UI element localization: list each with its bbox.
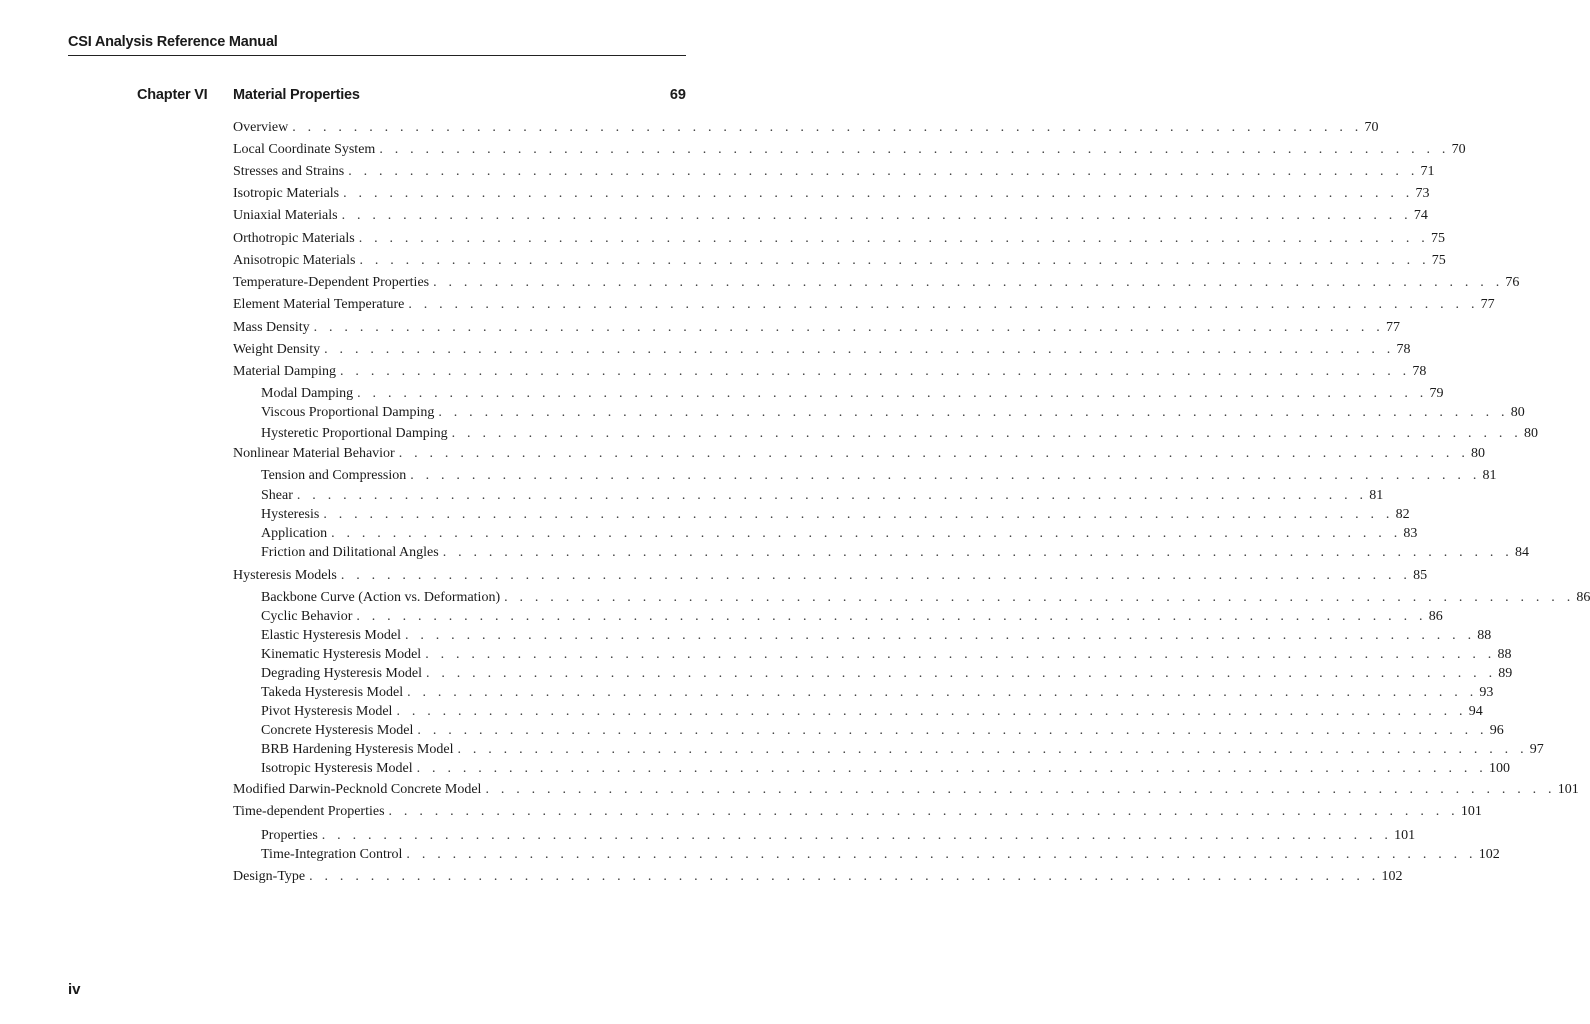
toc-entry-page: 102 [1381, 869, 1403, 884]
toc-entry-title: Cyclic Behavior [261, 609, 353, 624]
toc-entry-page: 101 [1460, 804, 1482, 819]
dot-leader: . . . . . . . . . . . . . . . . . . . . . . . . . . . . . . . . . . . . . . . . . . . . . . . . . . . . . . . . . . . . . . . . . . . . . . [396, 704, 1467, 719]
dot-leader: . . . . . . . . . . . . . . . . . . . . . . . . . . . . . . . . . . . . . . . . . . . . . . . . . . . . . . . . . . . . . . . . . . . . . . [504, 590, 1575, 605]
toc-entry-title: Temperature-Dependent Properties [233, 275, 430, 290]
toc-entry[interactable] [233, 363, 1427, 381]
dot-leader: . . . . . . . . . . . . . . . . . . . . . . . . . . . . . . . . . . . . . . . . . . . . . . . . . . . . . . . . . . . . . . . . . . . . . . [407, 685, 1478, 700]
toc-entry-title: Elastic Hysteresis Model [261, 628, 401, 643]
toc-entry-page: 80 [1523, 426, 1538, 441]
toc-entry-title: Modal Damping [261, 386, 354, 401]
toc-entry-title: Pivot Hysteresis Model [261, 704, 393, 719]
toc-entry[interactable] [233, 781, 1579, 799]
dot-leader: . . . . . . . . . . . . . . . . . . . . . . . . . . . . . . . . . . . . . . . . . . . . . . . . . . . . . . . . . . . . . . . . . . . . . . [442, 545, 1514, 560]
toc-entry[interactable] [261, 506, 1410, 524]
dot-leader: . . . . . . . . . . . . . . . . . . . . . . . . . . . . . . . . . . . . . . . . . . . . . . . . . . . . . . . . . . . . . . . . . . . . . . [388, 804, 1459, 819]
toc-entry[interactable] [261, 703, 1483, 721]
toc-entry-page: 96 [1489, 723, 1504, 738]
toc-entry-title: Anisotropic Materials [233, 253, 356, 268]
toc-entry-title: Material Damping [233, 364, 337, 379]
toc-entry-page: 71 [1420, 164, 1435, 179]
toc-entry-page: 101 [1394, 828, 1416, 843]
dot-leader: . . . . . . . . . . . . . . . . . . . . . . . . . . . . . . . . . . . . . . . . . . . . . . . . . . . . . . . . . . . . . . . . . . . . . . [343, 186, 1414, 201]
toc-entry-title: Time-Integration Control [261, 847, 403, 862]
dot-leader: . . . . . . . . . . . . . . . . . . . . . . . . . . . . . . . . . . . . . . . . . . . . . . . . . . . . . . . . . . . . . . . . . . . . . . [348, 164, 1419, 179]
toc-entry[interactable] [261, 646, 1512, 664]
toc-entry[interactable] [261, 608, 1443, 626]
toc-entry-title: Time-dependent Properties [233, 804, 385, 819]
toc-entry[interactable] [261, 627, 1492, 645]
toc-entry[interactable] [233, 341, 1411, 359]
toc-entry-page: 73 [1415, 186, 1430, 201]
toc-entry-title: Properties [261, 828, 318, 843]
toc-entry-title: Local Coordinate System [233, 142, 376, 157]
toc-entry-title: Orthotropic Materials [233, 231, 355, 246]
toc-entry-page: 77 [1480, 297, 1495, 312]
toc-entry[interactable] [261, 467, 1497, 485]
toc-entry-title: Stresses and Strains [233, 164, 345, 179]
toc-entry-page: 88 [1477, 628, 1492, 643]
toc-entry[interactable] [233, 319, 1400, 337]
running-header: CSI Analysis Reference Manual [68, 34, 278, 50]
toc-entry-page: 81 [1369, 488, 1384, 503]
toc-entry-page: 79 [1429, 386, 1444, 401]
dot-leader: . . . . . . . . . . . . . . . . . . . . . . . . . . . . . . . . . . . . . . . . . . . . . . . . . . . . . . . . . . . . . . . . . . . . . . [485, 782, 1556, 797]
toc-entry-page: 94 [1468, 704, 1483, 719]
dot-leader: . . . . . . . . . . . . . . . . . . . . . . . . . . . . . . . . . . . . . . . . . . . . . . . . . . . . . . . . . . . . . . . . . . . . . . [406, 847, 1477, 862]
dot-leader: . . . . . . . . . . . . . . . . . . . . . . . . . . . . . . . . . . . . . . . . . . . . . . . . . . . . . . . . . . . . . . . . . . . . . . [417, 723, 1488, 738]
toc-entry[interactable] [233, 567, 1428, 585]
toc-entry-title: Isotropic Materials [233, 186, 340, 201]
toc-entry[interactable] [261, 544, 1530, 562]
toc-entry[interactable] [261, 827, 1416, 845]
toc-entry[interactable] [261, 741, 1544, 759]
toc-entry-title: Overview [233, 120, 289, 135]
toc-entry[interactable] [233, 296, 1495, 314]
toc-entry-page: 75 [1431, 231, 1445, 246]
toc-entry[interactable] [233, 119, 1379, 137]
dot-leader: . . . . . . . . . . . . . . . . . . . . . . . . . . . . . . . . . . . . . . . . . . . . . . . . . . . . . . . . . . . . . . . . . . . . . . [292, 120, 1363, 135]
dot-leader: . . . . . . . . . . . . . . . . . . . . . . . . . . . . . . . . . . . . . . . . . . . . . . . . . . . . . . . . . . . . . . . . . . . . . . [425, 647, 1496, 662]
toc-entry-title: Weight Density [233, 342, 321, 357]
dot-leader: . . . . . . . . . . . . . . . . . . . . . . . . . . . . . . . . . . . . . . . . . . . . . . . . . . . . . . . . . . . . . . . . . . . . . . [433, 275, 1504, 290]
dot-leader: . . . . . . . . . . . . . . . . . . . . . . . . . . . . . . . . . . . . . . . . . . . . . . . . . . . . . . . . . . . . . . . . . . . . . . [309, 869, 1380, 884]
dot-leader: . . . . . . . . . . . . . . . . . . . . . . . . . . . . . . . . . . . . . . . . . . . . . . . . . . . . . . . . . . . . . . . . . . . . . . [379, 142, 1450, 157]
toc-entry[interactable] [261, 722, 1504, 740]
toc-entry[interactable] [261, 589, 1590, 607]
page-folio: iv [68, 981, 81, 998]
toc-entry-title: Mass Density [233, 320, 310, 335]
toc-entry-page: 70 [1364, 120, 1379, 135]
dot-leader: . . . . . . . . . . . . . . . . . . . . . . . . . . . . . . . . . . . . . . . . . . . . . . . . . . . . . . . . . . . . . . . . . . . . . . [457, 742, 1528, 757]
toc-entry-title: Takeda Hysteresis Model [261, 685, 404, 700]
toc-entry-page: 93 [1479, 685, 1494, 700]
toc-entry[interactable] [261, 665, 1513, 683]
toc-entry-title: Tension and Compression [261, 468, 407, 483]
toc-entry-page: 86 [1428, 609, 1443, 624]
toc-entry[interactable] [233, 185, 1430, 203]
toc-entry-title: Hysteretic Proportional Damping [261, 426, 448, 441]
toc-entry-page: 78 [1396, 342, 1411, 357]
dot-leader: . . . . . . . . . . . . . . . . . . . . . . . . . . . . . . . . . . . . . . . . . . . . . . . . . . . . . . . . . . . . . . . . . . . . . . [357, 386, 1428, 401]
toc-entry-page: 74 [1413, 208, 1428, 223]
toc-entry-title: Uniaxial Materials [233, 208, 338, 223]
toc-entry[interactable] [261, 846, 1500, 864]
toc-entry[interactable] [261, 684, 1494, 702]
toc-entry[interactable] [233, 803, 1482, 821]
toc-entry-page: 86 [1576, 590, 1590, 605]
chapter-label: Chapter VI [137, 87, 208, 103]
dot-leader: . . . . . . . . . . . . . . . . . . . . . . . . . . . . . . . . . . . . . . . . . . . . . . . . . . . . . . . . . . . . . . . . . . . . . . [340, 568, 1412, 583]
toc-entry[interactable] [261, 487, 1384, 505]
toc-entry-title: Application [261, 526, 328, 541]
dot-leader: . . . . . . . . . . . . . . . . . . . . . . . . . . . . . . . . . . . . . . . . . . . . . . . . . . . . . . . . . . . . . . . . . . . . . . [425, 666, 1497, 681]
dot-leader: . . . . . . . . . . . . . . . . . . . . . . . . . . . . . . . . . . . . . . . . . . . . . . . . . . . . . . . . . . . . . . . . . . . . . . [323, 507, 1394, 522]
toc-entry-title: Nonlinear Material Behavior [233, 446, 395, 461]
toc-entry-title: BRB Hardening Hysteresis Model [261, 742, 454, 757]
toc-entry-page: 85 [1413, 568, 1428, 583]
dot-leader: . . . . . . . . . . . . . . . . . . . . . . . . . . . . . . . . . . . . . . . . . . . . . . . . . . . . . . . . . . . . . . . . . . . . . . [404, 628, 1476, 643]
dot-leader: . . . . . . . . . . . . . . . . . . . . . . . . . . . . . . . . . . . . . . . . . . . . . . . . . . . . . . . . . . . . . . . . . . . . . . [321, 828, 1393, 843]
dot-leader: . . . . . . . . . . . . . . . . . . . . . . . . . . . . . . . . . . . . . . . . . . . . . . . . . . . . . . . . . . . . . . . . . . . . . . [296, 488, 1368, 503]
toc-entry-page: 97 [1529, 742, 1544, 757]
toc-entry-title: Kinematic Hysteresis Model [261, 647, 422, 662]
dot-leader: . . . . . . . . . . . . . . . . . . . . . . . . . . . . . . . . . . . . . . . . . . . . . . . . . . . . . . . . . . . . . . . . . . . . . . [408, 297, 1479, 312]
toc-entry[interactable] [233, 445, 1486, 463]
toc-entry[interactable] [233, 163, 1435, 181]
dot-leader: . . . . . . . . . . . . . . . . . . . . . . . . . . . . . . . . . . . . . . . . . . . . . . . . . . . . . . . . . . . . . . . . . . . . . . [313, 320, 1384, 335]
dot-leader: . . . . . . . . . . . . . . . . . . . . . . . . . . . . . . . . . . . . . . . . . . . . . . . . . . . . . . . . . . . . . . . . . . . . . . [359, 253, 1430, 268]
toc-entry-page: 75 [1431, 253, 1446, 268]
toc-entry-title: Shear [261, 488, 293, 503]
dot-leader: . . . . . . . . . . . . . . . . . . . . . . . . . . . . . . . . . . . . . . . . . . . . . . . . . . . . . . . . . . . . . . . . . . . . . . [358, 231, 1429, 246]
toc-entry-page: 82 [1395, 507, 1410, 522]
toc-entry-page: 101 [1557, 782, 1579, 797]
toc-entry-page: 102 [1478, 847, 1500, 862]
toc-entry-page: 76 [1505, 275, 1520, 290]
chapter-page-number: 69 [669, 87, 686, 103]
toc-entry-page: 81 [1482, 468, 1497, 483]
dot-leader: . . . . . . . . . . . . . . . . . . . . . . . . . . . . . . . . . . . . . . . . . . . . . . . . . . . . . . . . . . . . . . . . . . . . . . [331, 526, 1402, 541]
toc-entry-title: Degrading Hysteresis Model [261, 666, 422, 681]
toc-entry[interactable] [233, 141, 1466, 159]
toc-entry[interactable] [233, 274, 1520, 292]
dot-leader: . . . . . . . . . . . . . . . . . . . . . . . . . . . . . . . . . . . . . . . . . . . . . . . . . . . . . . . . . . . . . . . . . . . . . . [340, 364, 1411, 379]
dot-leader: . . . . . . . . . . . . . . . . . . . . . . . . . . . . . . . . . . . . . . . . . . . . . . . . . . . . . . . . . . . . . . . . . . . . . . [341, 208, 1412, 223]
toc-entry-page: 83 [1403, 526, 1418, 541]
toc-entry-page: 80 [1471, 446, 1486, 461]
toc-entry[interactable] [261, 425, 1538, 443]
toc-entry[interactable] [233, 230, 1445, 248]
toc-entries [233, 0, 1590, 1024]
toc-entry-page: 100 [1488, 761, 1510, 776]
toc-entry[interactable] [261, 525, 1418, 543]
toc-entry-page: 70 [1451, 142, 1466, 157]
toc-entry-title: Modified Darwin-Pecknold Concrete Model [233, 782, 482, 797]
toc-entry[interactable] [261, 385, 1444, 403]
toc-entry-page: 89 [1498, 666, 1513, 681]
toc-entry-title: Hysteresis Models [233, 568, 337, 583]
dot-leader: . . . . . . . . . . . . . . . . . . . . . . . . . . . . . . . . . . . . . . . . . . . . . . . . . . . . . . . . . . . . . . . . . . . . . . [451, 426, 1522, 441]
toc-entry-page: 77 [1385, 320, 1400, 335]
toc-entry[interactable] [233, 868, 1403, 886]
toc-entry-title: Backbone Curve (Action vs. Deformation) [261, 590, 501, 605]
chapter-title: Material Properties [233, 87, 360, 103]
dot-leader: . . . . . . . . . . . . . . . . . . . . . . . . . . . . . . . . . . . . . . . . . . . . . . . . . . . . . . . . . . . . . . . . . . . . . . [398, 446, 1470, 461]
toc-entry[interactable] [233, 207, 1428, 225]
toc-entry-title: Design-Type [233, 869, 306, 884]
toc-entry-page: 84 [1515, 545, 1530, 560]
dot-leader: . . . . . . . . . . . . . . . . . . . . . . . . . . . . . . . . . . . . . . . . . . . . . . . . . . . . . . . . . . . . . . . . . . . . . . [416, 761, 1487, 776]
dot-leader: . . . . . . . . . . . . . . . . . . . . . . . . . . . . . . . . . . . . . . . . . . . . . . . . . . . . . . . . . . . . . . . . . . . . . . [324, 342, 1395, 357]
toc-entry[interactable] [261, 404, 1525, 422]
toc-entry-page: 78 [1412, 364, 1427, 379]
toc-entry-page: 80 [1510, 405, 1525, 420]
dot-leader: . . . . . . . . . . . . . . . . . . . . . . . . . . . . . . . . . . . . . . . . . . . . . . . . . . . . . . . . . . . . . . . . . . . . . . [356, 609, 1427, 624]
toc-entry-title: Viscous Proportional Damping [261, 405, 435, 420]
toc-entry[interactable] [261, 760, 1510, 778]
dot-leader: . . . . . . . . . . . . . . . . . . . . . . . . . . . . . . . . . . . . . . . . . . . . . . . . . . . . . . . . . . . . . . . . . . . . . . [438, 405, 1509, 420]
toc-entry-title: Isotropic Hysteresis Model [261, 761, 413, 776]
toc-entry-title: Concrete Hysteresis Model [261, 723, 414, 738]
dot-leader: . . . . . . . . . . . . . . . . . . . . . . . . . . . . . . . . . . . . . . . . . . . . . . . . . . . . . . . . . . . . . . . . . . . . . . [410, 468, 1481, 483]
toc-entry-title: Element Material Temperature [233, 297, 405, 312]
toc-entry-title: Friction and Dilitational Angles [261, 545, 439, 560]
toc-entry-title: Hysteresis [261, 507, 320, 522]
toc-entry[interactable] [233, 252, 1446, 270]
toc-entry-page: 88 [1497, 647, 1512, 662]
